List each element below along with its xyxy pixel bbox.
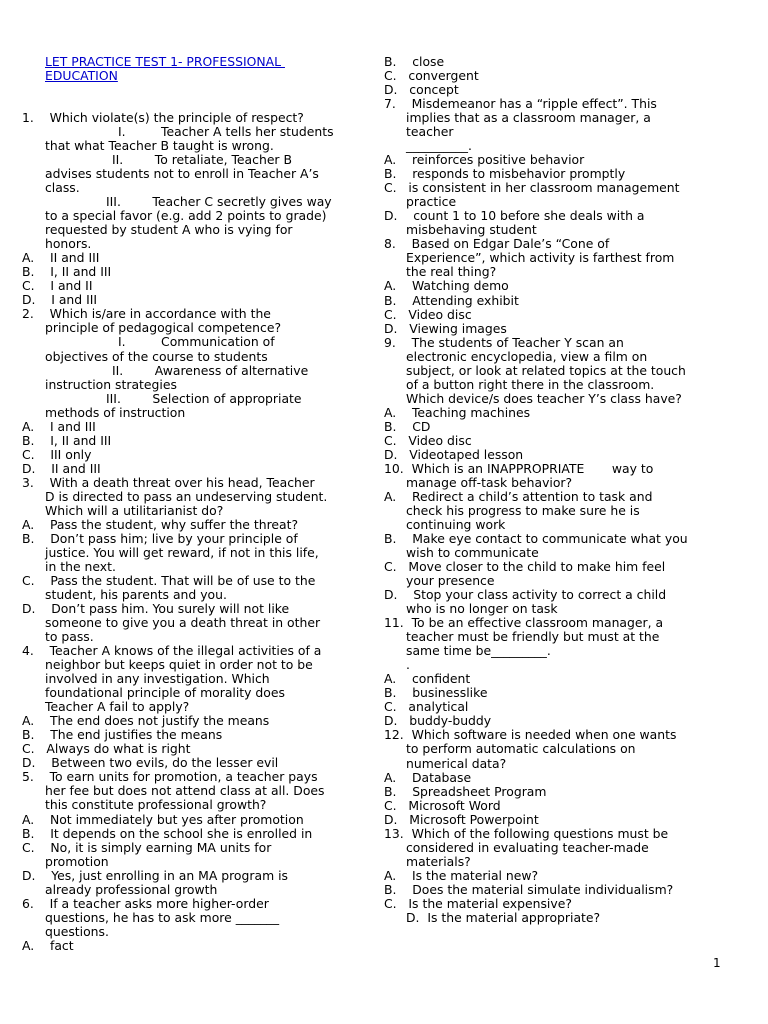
text-line: C. Pass the student. That will be of use to the [22,572,316,588]
text-line: C. Video disc [384,306,472,322]
text-line: A. Not immediately but yes after promotion [22,811,304,827]
text-line: B. CD [384,418,431,434]
text-line: A. II and III [22,250,100,266]
text-line: foundational principle of morality does [45,685,285,701]
text-line: 3. With a death threat over his head, Teacher [22,474,315,490]
text-line: already professional growth [45,881,218,897]
text-line: __________. [406,138,472,154]
text-line: B. Spreadsheet Program [384,783,547,799]
text-line: to perform automatic calculations on [406,741,636,757]
text-line: C. I and II [22,278,93,294]
text-line: D. Is the material appropriate? [406,909,601,925]
text-line: advises students not to enroll in Teacher A’s [45,166,319,182]
text-line: D. Between two evils, do the lesser evil [22,755,279,771]
text-line: . [406,657,410,673]
text-line: B. The end justifies the means [22,727,223,743]
text-line: the real thing? [406,264,497,280]
text-line: numerical data? [406,755,507,771]
text-line: neighbor but keeps quiet in order not to be [45,657,313,673]
text-line: 2. Which is/are in accordance with the [22,306,271,322]
text-line: 6. If a teacher asks more higher-order [22,895,269,911]
text-line: 7. Misdemeanor has a “ripple effect”. This [384,96,657,112]
text-line: A. Is the material new? [384,867,539,883]
text-line: principle of pedagogical competence? [45,320,282,336]
text-line: I. Communication of [118,334,275,350]
text-line: A. I and III [22,418,96,434]
text-line: practice [406,194,457,210]
text-line: A. The end does not justify the means [22,713,270,729]
text-line: A. Redirect a child’s attention to task and [384,488,653,504]
text-line: considered in evaluating teacher-made [406,839,649,855]
text-line: B. Don’t pass him; live by your principle of [22,530,298,546]
text-line: 12. Which software is needed when one wants [384,727,677,743]
text-line: B. It depends on the school she is enrolled in [22,825,313,841]
text-line: C. Is the material expensive? [384,895,572,911]
text-line: D. Yes, just enrolling in an MA program is [22,867,288,883]
text-line: C. No, it is simply earning MA units for [22,839,272,855]
text-line: B. I, II and III [22,264,112,280]
text-line: to pass. [45,629,94,645]
text-line: of a button right there in the classroom. [406,376,655,392]
text-line: teacher [406,124,454,140]
text-line: 13. Which of the following questions must be [384,825,669,841]
text-line: D. buddy-buddy [384,713,492,729]
text-line: D. II and III [22,460,101,476]
text-line: II. Awareness of alternative [112,362,309,378]
text-line: A. fact [22,937,74,953]
text-line: D. Videotaped lesson [384,446,524,462]
text-line: 4. Teacher A knows of the illegal activities of a [22,643,322,659]
text-line: B. Attending exhibit [384,292,519,308]
text-line: Which will a utilitarianist do? [45,502,224,518]
text-line: to a special favor (e.g. add 2 points to grade) [45,208,327,224]
text-line: I. Teacher A tells her students [118,124,334,140]
text-line: same time be_________. [406,643,551,659]
text-line: D. Microsoft Powerpoint [384,811,539,827]
text-line: instruction strategies [45,376,177,392]
text-line: manage off-task behavior? [406,474,573,490]
text-line: in the next. [45,558,116,574]
text-line: C. Always do what is right [22,741,191,757]
text-line: requested by student A who is vying for [45,222,293,238]
text-line: D. Don’t pass him. You surely will not like [22,601,290,617]
text-line: electronic encyclopedia, view a film on [406,348,648,364]
text-line: A. Watching demo [384,278,509,294]
text-line: C. analytical [384,699,469,715]
text-line: III. Teacher C secretly gives way [106,194,332,210]
text-line: materials? [406,853,471,869]
text-line: A. reinforces positive behavior [384,152,585,168]
text-line: this constitute professional growth? [45,797,267,813]
text-line: B. I, II and III [22,432,112,448]
text-line: who is no longer on task [406,601,558,617]
text-line: your presence [406,573,495,589]
text-line: wish to communicate [406,545,539,561]
document-title-line-1[interactable]: LET PRACTICE TEST 1- PROFESSIONAL [45,54,285,69]
text-line: her fee but does not attend class at all. Does [45,783,325,799]
text-line: justice. You will get reward, if not in this life, [45,544,319,560]
text-line: 10. Which is an INAPPROPRIATE way to [384,460,654,476]
text-line: C. Move closer to the child to make him feel [384,559,666,575]
text-line: continuing work [406,516,506,532]
text-line: B. Make eye contact to communicate what you [384,531,688,547]
text-line: A. Pass the student, why suffer the threat? [22,516,299,532]
text-line: A. confident [384,671,471,687]
text-line: D. concept [384,82,459,98]
text-line: misbehaving student [406,222,537,238]
text-line: 5. To earn units for promotion, a teacher pays [22,769,318,785]
text-line: B. Does the material simulate individualism? [384,881,674,897]
text-line: methods of instruction [45,404,186,420]
text-line: 8. Based on Edgar Dale’s “Cone of [384,236,610,252]
text-line: Which device/s does teacher Y’s class have? [406,390,682,406]
text-line: B. responds to misbehavior promptly [384,166,626,182]
text-line: questions, he has to ask more _______ [45,909,280,925]
text-line: C. convergent [384,68,479,84]
text-line: Experience”, which activity is farthest from [406,250,675,266]
text-line: C. Microsoft Word [384,797,501,813]
text-line: class. [45,180,80,196]
text-line: D. count 1 to 10 before she deals with a [384,208,645,224]
text-line: D. Viewing images [384,320,507,336]
text-line: 1. Which violate(s) the principle of respect? [22,110,304,125]
text-line: objectives of the course to students [45,348,268,364]
text-line: A. Teaching machines [384,404,531,420]
text-line: promotion [45,853,109,869]
text-line: D. I and III [22,292,98,308]
text-line: teacher must be friendly but must at the [406,629,660,645]
text-line: that what Teacher B taught is wrong. [45,138,274,154]
text-line: B. close [384,54,445,69]
text-line: questions. [45,923,109,939]
text-line: D is directed to pass an undeserving student. [45,488,328,504]
text-line: C. is consistent in her classroom management [384,180,680,196]
text-line: B. businesslike [384,685,488,701]
text-line: C. III only [22,446,92,462]
document-title-line-2[interactable]: EDUCATION [45,68,118,83]
text-line: C. Video disc [384,432,472,448]
text-line: honors. [45,236,92,252]
text-line: A. Database [384,769,472,785]
text-line: involved in any investigation. Which [45,671,270,687]
text-line: subject, or look at related topics at the touch [406,362,686,378]
text-line: II. To retaliate, Teacher B [112,152,292,168]
text-line: 9. The students of Teacher Y scan an [384,334,624,350]
text-line: III. Selection of appropriate [106,390,302,406]
text-line: check his progress to make sure he is [406,502,640,518]
text-line: 11. To be an effective classroom manager, a [384,615,664,631]
text-line: student, his parents and you. [45,587,227,603]
text-line: Teacher A fail to apply? [45,699,190,715]
text-line: someone to give you a death threat in other [45,615,321,631]
text-line: implies that as a classroom manager, a [406,110,651,126]
text-line: D. Stop your class activity to correct a child [384,587,667,603]
page-number: 1 [713,956,721,970]
